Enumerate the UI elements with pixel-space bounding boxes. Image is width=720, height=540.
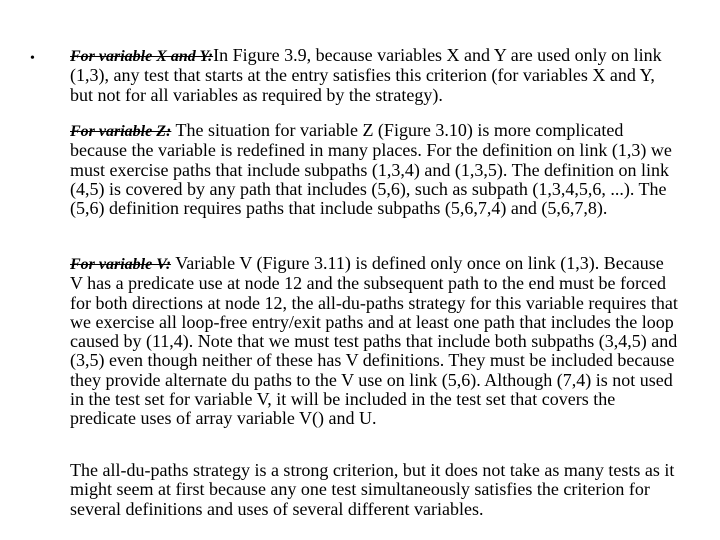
- paragraph-summary: [70, 461, 680, 519]
- paragraph-variable-x-y: [70, 46, 680, 105]
- paragraph-lead-v: For variable V:: [70, 256, 172, 273]
- bullet-marker: •: [30, 51, 35, 66]
- paragraph-lead-z: For variable Z:: [70, 123, 172, 140]
- paragraph-body-summary: The all-du-paths strategy is a strong criterion, but it does not take as many tests as it might seem at first because any one test simultaneously satisfies the criterion for several definitions and uses of several different variables.: [70, 460, 675, 519]
- paragraph-body-x-y: In Figure 3.9, because variables X and Y are used only on link (1,3), any test that starts at the entry satisfies this criterion (for variables X and Y, but not for all variables as required by the strategy).: [70, 45, 662, 105]
- paragraph-body-z: The situation for variable Z (Figure 3.10) is more complicated because the variable is redefined in many places. For the definition on link (1,3) we must exercise paths that include subpaths (1,3,4) and (1,3,5). The definition on link (4,5) is covered by any path that includes (5,6), such as subpath (1,3,4,5,6, ...). The (5,6) definition requires paths that include subpaths (5,6,7,4) and (5,6,7,8).: [70, 120, 672, 219]
- paragraph-variable-v: [70, 254, 680, 429]
- paragraph-lead-x-y: For variable X and Y:: [70, 48, 214, 65]
- paragraph-body-v: Variable V (Figure 3.11) is defined only once on link (1,3). Because V has a predicate use at node 12 and the subsequent path to the end must be forced for both directions at node 12, the all-du-paths strategy for this variable requires that we exercise all loop-free entry/exit paths and at least one path that includes the loop caused by (11,4). Note that we must test paths that include both subpaths (3,4,5) and (3,5) even though neither of these has V definitions. They must be included because they provide alternate du paths to the V use on link (5,6). Although (7,4) is not used in the test set for variable V, it will be included in the test set that covers the predicate uses of array variable V() and U.: [70, 253, 678, 429]
- paragraph-variable-z: [70, 121, 680, 218]
